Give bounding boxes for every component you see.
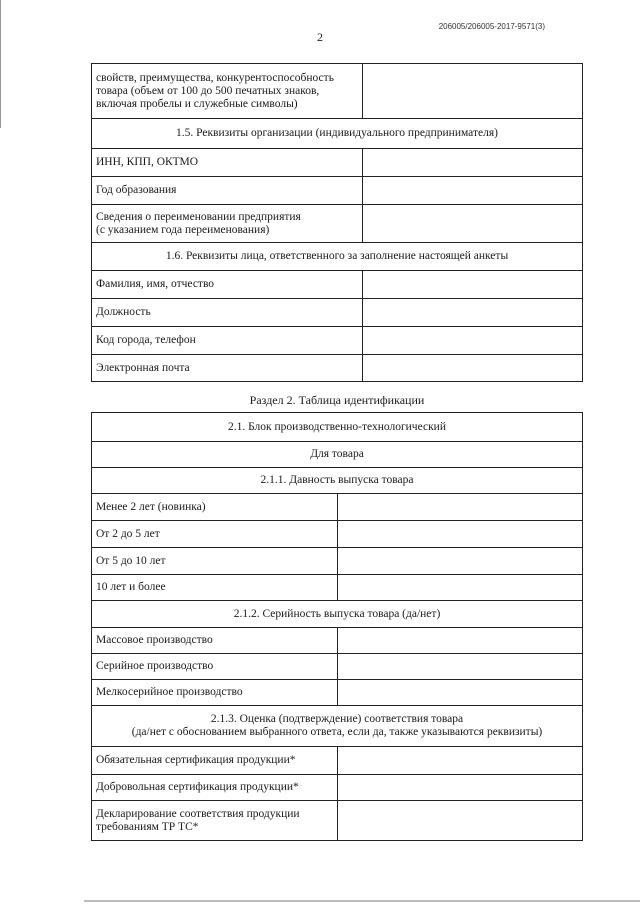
- age-option-answer-cell[interactable]: [337, 548, 583, 575]
- section-2-1-3-note: (да/нет с обоснованием выбранного ответа, если да, также указываются реквизиты): [131, 726, 543, 738]
- inn-answer-cell[interactable]: [363, 149, 583, 177]
- table-row: [92, 775, 583, 801]
- mandatory-certification-answer-cell[interactable]: [337, 747, 583, 775]
- section-2-1-3-heading: [92, 706, 583, 747]
- age-option-label: 10 лет и более: [92, 575, 338, 601]
- table-row: [92, 205, 583, 243]
- serial-option-label: Серийное производство: [92, 654, 338, 680]
- table-row: [92, 299, 583, 327]
- founding-year-answer-cell[interactable]: [363, 177, 583, 205]
- phone-label: Код города, телефон: [92, 327, 363, 355]
- age-option-label: От 5 до 10 лет: [92, 548, 338, 575]
- declaration-cell: [92, 801, 338, 841]
- serial-option-answer-cell[interactable]: [337, 680, 583, 706]
- table-row: [92, 149, 583, 177]
- section-header-row: [92, 243, 583, 271]
- table-row: [92, 654, 583, 680]
- for-product-heading: Для товара: [92, 442, 583, 468]
- position-label: Должность: [92, 299, 363, 327]
- mandatory-certification-label: Обязательная сертификация продукции*: [92, 747, 338, 775]
- section-2-1-1-heading: 2.1.1. Давность выпуска товара: [92, 468, 583, 494]
- age-option-answer-cell[interactable]: [337, 575, 583, 601]
- email-label: Электронная почта: [92, 355, 363, 382]
- table-row: [92, 548, 583, 575]
- table-row: [92, 494, 583, 521]
- section-1-6-heading: 1.6. Реквизиты лица, ответственного за заполнение настоящей анкеты: [92, 243, 583, 271]
- section-2-1-3-title: 2.1.3. Оценка (подтверждение) соответствия товара: [210, 713, 464, 725]
- founding-year-label: Год образования: [92, 177, 363, 205]
- declaration-line: Декларирование соответствия продукции: [96, 807, 300, 820]
- age-option-label: Менее 2 лет (новинка): [92, 494, 338, 521]
- rename-info-line: Сведения о переименовании предприятия: [96, 210, 301, 223]
- table-row: [92, 64, 583, 119]
- email-answer-cell[interactable]: [363, 355, 583, 382]
- block-header-row: [92, 413, 583, 442]
- age-option-answer-cell[interactable]: [337, 521, 583, 548]
- table-row: [92, 680, 583, 706]
- section-2-title: Раздел 2. Таблица идентификации: [249, 393, 425, 407]
- block-2-1-heading: 2.1. Блок производственно-технологический: [92, 413, 583, 442]
- scan-bottom-edge: [84, 900, 640, 902]
- section-header-row: [92, 601, 583, 628]
- position-answer-cell[interactable]: [363, 299, 583, 327]
- serial-option-label: Мелкосерийное производство: [92, 680, 338, 706]
- table-row: [92, 747, 583, 775]
- serial-option-label: Массовое производство: [92, 628, 338, 654]
- age-option-label: От 2 до 5 лет: [92, 521, 338, 548]
- serial-option-answer-cell[interactable]: [337, 654, 583, 680]
- description-cell: [92, 64, 363, 119]
- fio-answer-cell[interactable]: [363, 271, 583, 299]
- identification-table: [91, 412, 583, 841]
- voluntary-certification-label: Добровольная сертификация продукции*: [92, 775, 338, 801]
- table-row: [92, 271, 583, 299]
- rename-info-answer-cell[interactable]: [363, 205, 583, 243]
- rename-info-line: (с указанием года переименования): [96, 223, 270, 236]
- table-row: [92, 521, 583, 548]
- rename-info-cell: [92, 205, 363, 243]
- fio-label: Фамилия, имя, отчество: [92, 271, 363, 299]
- section-2-1-2-heading: 2.1.2. Серийность выпуска товара (да/нет): [92, 601, 583, 628]
- scan-edge-mark: [0, 0, 1, 128]
- section-1-5-heading: 1.5. Реквизиты организации (индивидуального предпринимателя): [92, 119, 583, 149]
- page-number: 2: [317, 30, 323, 44]
- description-line: включая пробелы и служебные символы): [96, 97, 298, 110]
- declaration-answer-cell[interactable]: [337, 801, 583, 841]
- organization-details-table: [91, 63, 583, 382]
- voluntary-certification-answer-cell[interactable]: [337, 775, 583, 801]
- section-header-row: [92, 468, 583, 494]
- age-option-answer-cell[interactable]: [337, 494, 583, 521]
- table-row: [92, 177, 583, 205]
- answer-cell[interactable]: [363, 64, 583, 119]
- document-code: 206005/206005-2017-9571(3): [438, 22, 545, 31]
- serial-option-answer-cell[interactable]: [337, 628, 583, 654]
- table-row: [92, 801, 583, 841]
- table-row: [92, 575, 583, 601]
- section-header-row: [92, 119, 583, 149]
- inn-label: ИНН, КПП, ОКТМО: [92, 149, 363, 177]
- declaration-line: требованиям ТР ТС*: [96, 820, 199, 833]
- table-row: [92, 628, 583, 654]
- table-row: [92, 327, 583, 355]
- subheader-row: [92, 442, 583, 468]
- table-row: [92, 355, 583, 382]
- section-header-row: [92, 706, 583, 747]
- phone-answer-cell[interactable]: [363, 327, 583, 355]
- description-line: свойств, преимущества, конкурентоспособность: [96, 71, 334, 84]
- description-line: товара (объем от 100 до 500 печатных знаков,: [96, 84, 320, 97]
